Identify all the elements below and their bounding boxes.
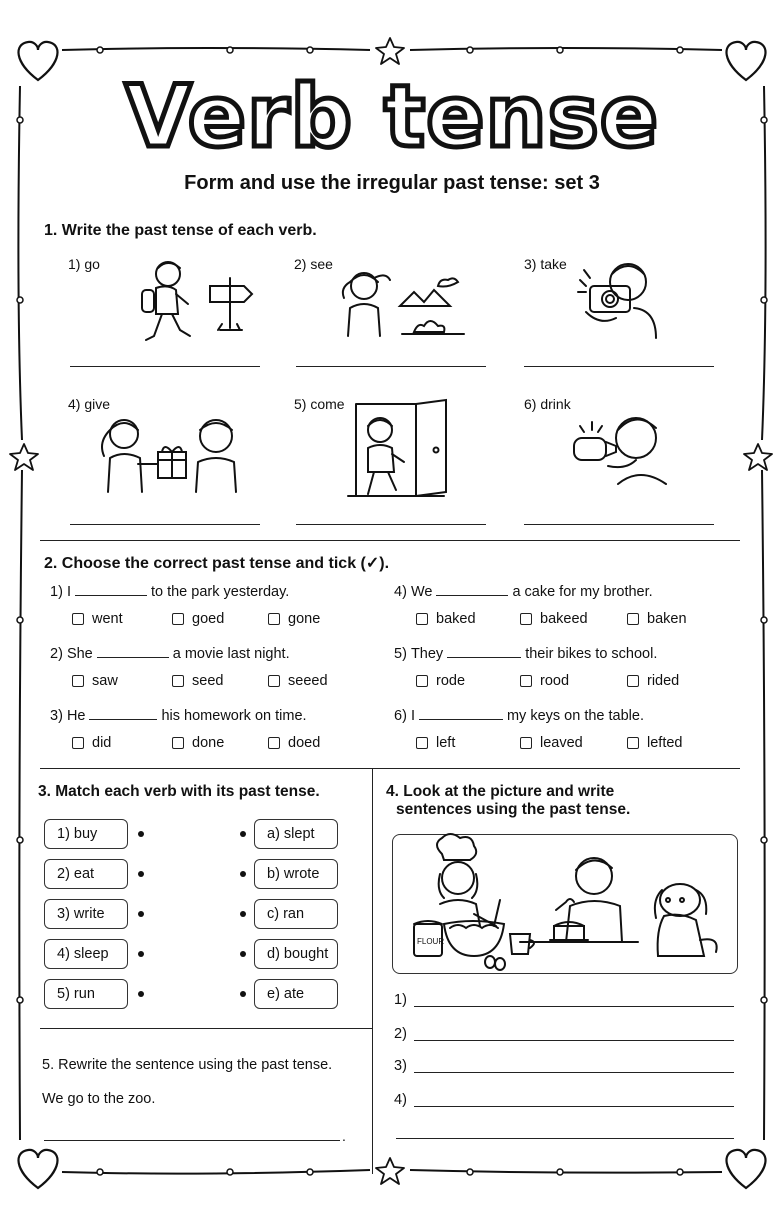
checkbox[interactable] [268, 737, 280, 749]
match-dot[interactable] [240, 991, 246, 997]
choose-question-3: 3) He his homework on time. [50, 708, 307, 724]
match-past-wrote[interactable]: b) wrote [254, 859, 338, 889]
option-rode[interactable]: rode [416, 673, 465, 689]
match-dot[interactable] [138, 991, 144, 997]
checkbox[interactable] [172, 613, 184, 625]
star-icon [744, 444, 772, 470]
option-saw[interactable]: saw [72, 673, 118, 689]
girl-looking-mountains-illustration [330, 262, 470, 342]
flour-label: FLOUR [417, 937, 445, 946]
section1-title: 1. Write the past tense of each verb. [44, 222, 317, 239]
page-title: Verb tense [124, 67, 660, 167]
match-verb-buy[interactable]: 1) buy [44, 819, 128, 849]
girl-coming-through-door-illustration [344, 400, 454, 500]
match-past-bought[interactable]: d) bought [254, 939, 338, 969]
star-icon [376, 38, 404, 64]
sentence-line-label-4: 4) [394, 1092, 407, 1108]
match-past-ate[interactable]: e) ate [254, 979, 338, 1009]
checkbox[interactable] [627, 613, 639, 625]
checkbox[interactable] [268, 675, 280, 687]
checkbox[interactable] [520, 675, 532, 687]
verb-label-6: 6) drink [524, 396, 571, 412]
option-leaved[interactable]: leaved [520, 735, 583, 751]
choose-question-1: 1) I to the park yesterday. [50, 584, 290, 600]
answer-line-1[interactable] [70, 366, 260, 367]
checkbox[interactable] [627, 675, 639, 687]
checkbox[interactable] [416, 737, 428, 749]
answer-line-6[interactable] [524, 524, 714, 525]
option-rided[interactable]: rided [627, 673, 679, 689]
heart-icon [727, 1150, 766, 1188]
sentence-line-3[interactable] [414, 1072, 734, 1073]
option-did[interactable]: did [72, 735, 111, 751]
sentence-line-extra[interactable] [396, 1138, 734, 1139]
kids-baking-with-dog-illustration [400, 830, 730, 970]
sentence-line-2[interactable] [414, 1040, 734, 1041]
option-baken[interactable]: baken [627, 611, 687, 627]
verb-label-4: 4) give [68, 396, 111, 412]
match-dot[interactable] [138, 871, 144, 877]
checkbox[interactable] [172, 737, 184, 749]
option-went[interactable]: went [72, 611, 123, 627]
sentence-line-1[interactable] [414, 1006, 734, 1007]
match-verb-write[interactable]: 3) write [44, 899, 128, 929]
star-icon [376, 1158, 404, 1184]
match-verb-eat[interactable]: 2) eat [44, 859, 128, 889]
verb-label-2: 2) see [294, 256, 333, 272]
heart-icon [19, 1150, 58, 1188]
match-dot[interactable] [138, 951, 144, 957]
option-seed[interactable]: seed [172, 673, 223, 689]
section3-title: 3. Match each verb with its past tense. [38, 783, 320, 800]
option-gone[interactable]: gone [268, 611, 320, 627]
match-dot[interactable] [138, 911, 144, 917]
match-past-slept[interactable]: a) slept [254, 819, 338, 849]
option-baked[interactable]: baked [416, 611, 476, 627]
answer-line-2[interactable] [296, 366, 486, 367]
section5-sentence: We go to the zoo. [42, 1091, 156, 1107]
match-verb-sleep[interactable]: 4) sleep [44, 939, 128, 969]
option-goed[interactable]: goed [172, 611, 224, 627]
match-dot[interactable] [240, 831, 246, 837]
checkbox[interactable] [72, 613, 84, 625]
boy-drinking-illustration [570, 404, 680, 498]
option-done[interactable]: done [172, 735, 224, 751]
girl-giving-gift-illustration [94, 412, 254, 498]
section-divider [40, 768, 740, 769]
checkbox[interactable] [72, 737, 84, 749]
verb-label-1: 1) go [68, 256, 100, 272]
section5-title: 5. Rewrite the sentence using the past tense. [42, 1057, 333, 1073]
match-past-ran[interactable]: c) ran [254, 899, 338, 929]
checkbox[interactable] [268, 613, 280, 625]
choose-question-2: 2) She a movie last night. [50, 646, 290, 662]
match-dot[interactable] [240, 951, 246, 957]
answer-line-4[interactable] [70, 524, 260, 525]
checkbox[interactable] [172, 675, 184, 687]
section-divider [40, 540, 740, 541]
checkbox[interactable] [520, 737, 532, 749]
checkbox[interactable] [416, 675, 428, 687]
verb-label-3: 3) take [524, 256, 567, 272]
sentence-line-label-1: 1) [394, 992, 407, 1008]
verb-label-5: 5) come [294, 396, 345, 412]
sentence-line-label-2: 2) [394, 1026, 407, 1042]
option-rood[interactable]: rood [520, 673, 569, 689]
checkbox[interactable] [627, 737, 639, 749]
sentence-line-4[interactable] [414, 1106, 734, 1107]
page-subtitle: Form and use the irregular past tense: set 3 [184, 172, 600, 194]
option-left[interactable]: left [416, 735, 455, 751]
option-lefted[interactable]: lefted [627, 735, 682, 751]
rewrite-answer-line[interactable] [44, 1140, 340, 1141]
checkbox[interactable] [416, 613, 428, 625]
match-verb-run[interactable]: 5) run [44, 979, 128, 1009]
match-dot[interactable] [138, 831, 144, 837]
star-icon [10, 444, 38, 470]
sentence-line-label-3: 3) [394, 1058, 407, 1074]
section-divider [40, 1028, 372, 1029]
match-dot[interactable] [240, 911, 246, 917]
option-doed[interactable]: doed [268, 735, 320, 751]
boy-walking-illustration [140, 256, 260, 348]
section4-title: 4. Look at the picture and write sentences using the past tense. [386, 783, 631, 818]
section2-title: 2. Choose the correct past tense and tick (✓). [44, 555, 390, 572]
choose-question-5: 5) They their bikes to school. [394, 646, 658, 662]
choose-question-6: 6) I my keys on the table. [394, 708, 644, 724]
match-dot[interactable] [240, 871, 246, 877]
column-divider [372, 768, 373, 1174]
answer-line-5[interactable] [296, 524, 486, 525]
choose-question-4: 4) We a cake for my brother. [394, 584, 653, 600]
option-bakeed[interactable]: bakeed [520, 611, 588, 627]
boy-with-camera-illustration [576, 258, 666, 344]
answer-line-3[interactable] [524, 366, 714, 367]
end-period: . [342, 1128, 346, 1144]
checkbox[interactable] [520, 613, 532, 625]
checkbox[interactable] [72, 675, 84, 687]
option-seeed[interactable]: seeed [268, 673, 328, 689]
